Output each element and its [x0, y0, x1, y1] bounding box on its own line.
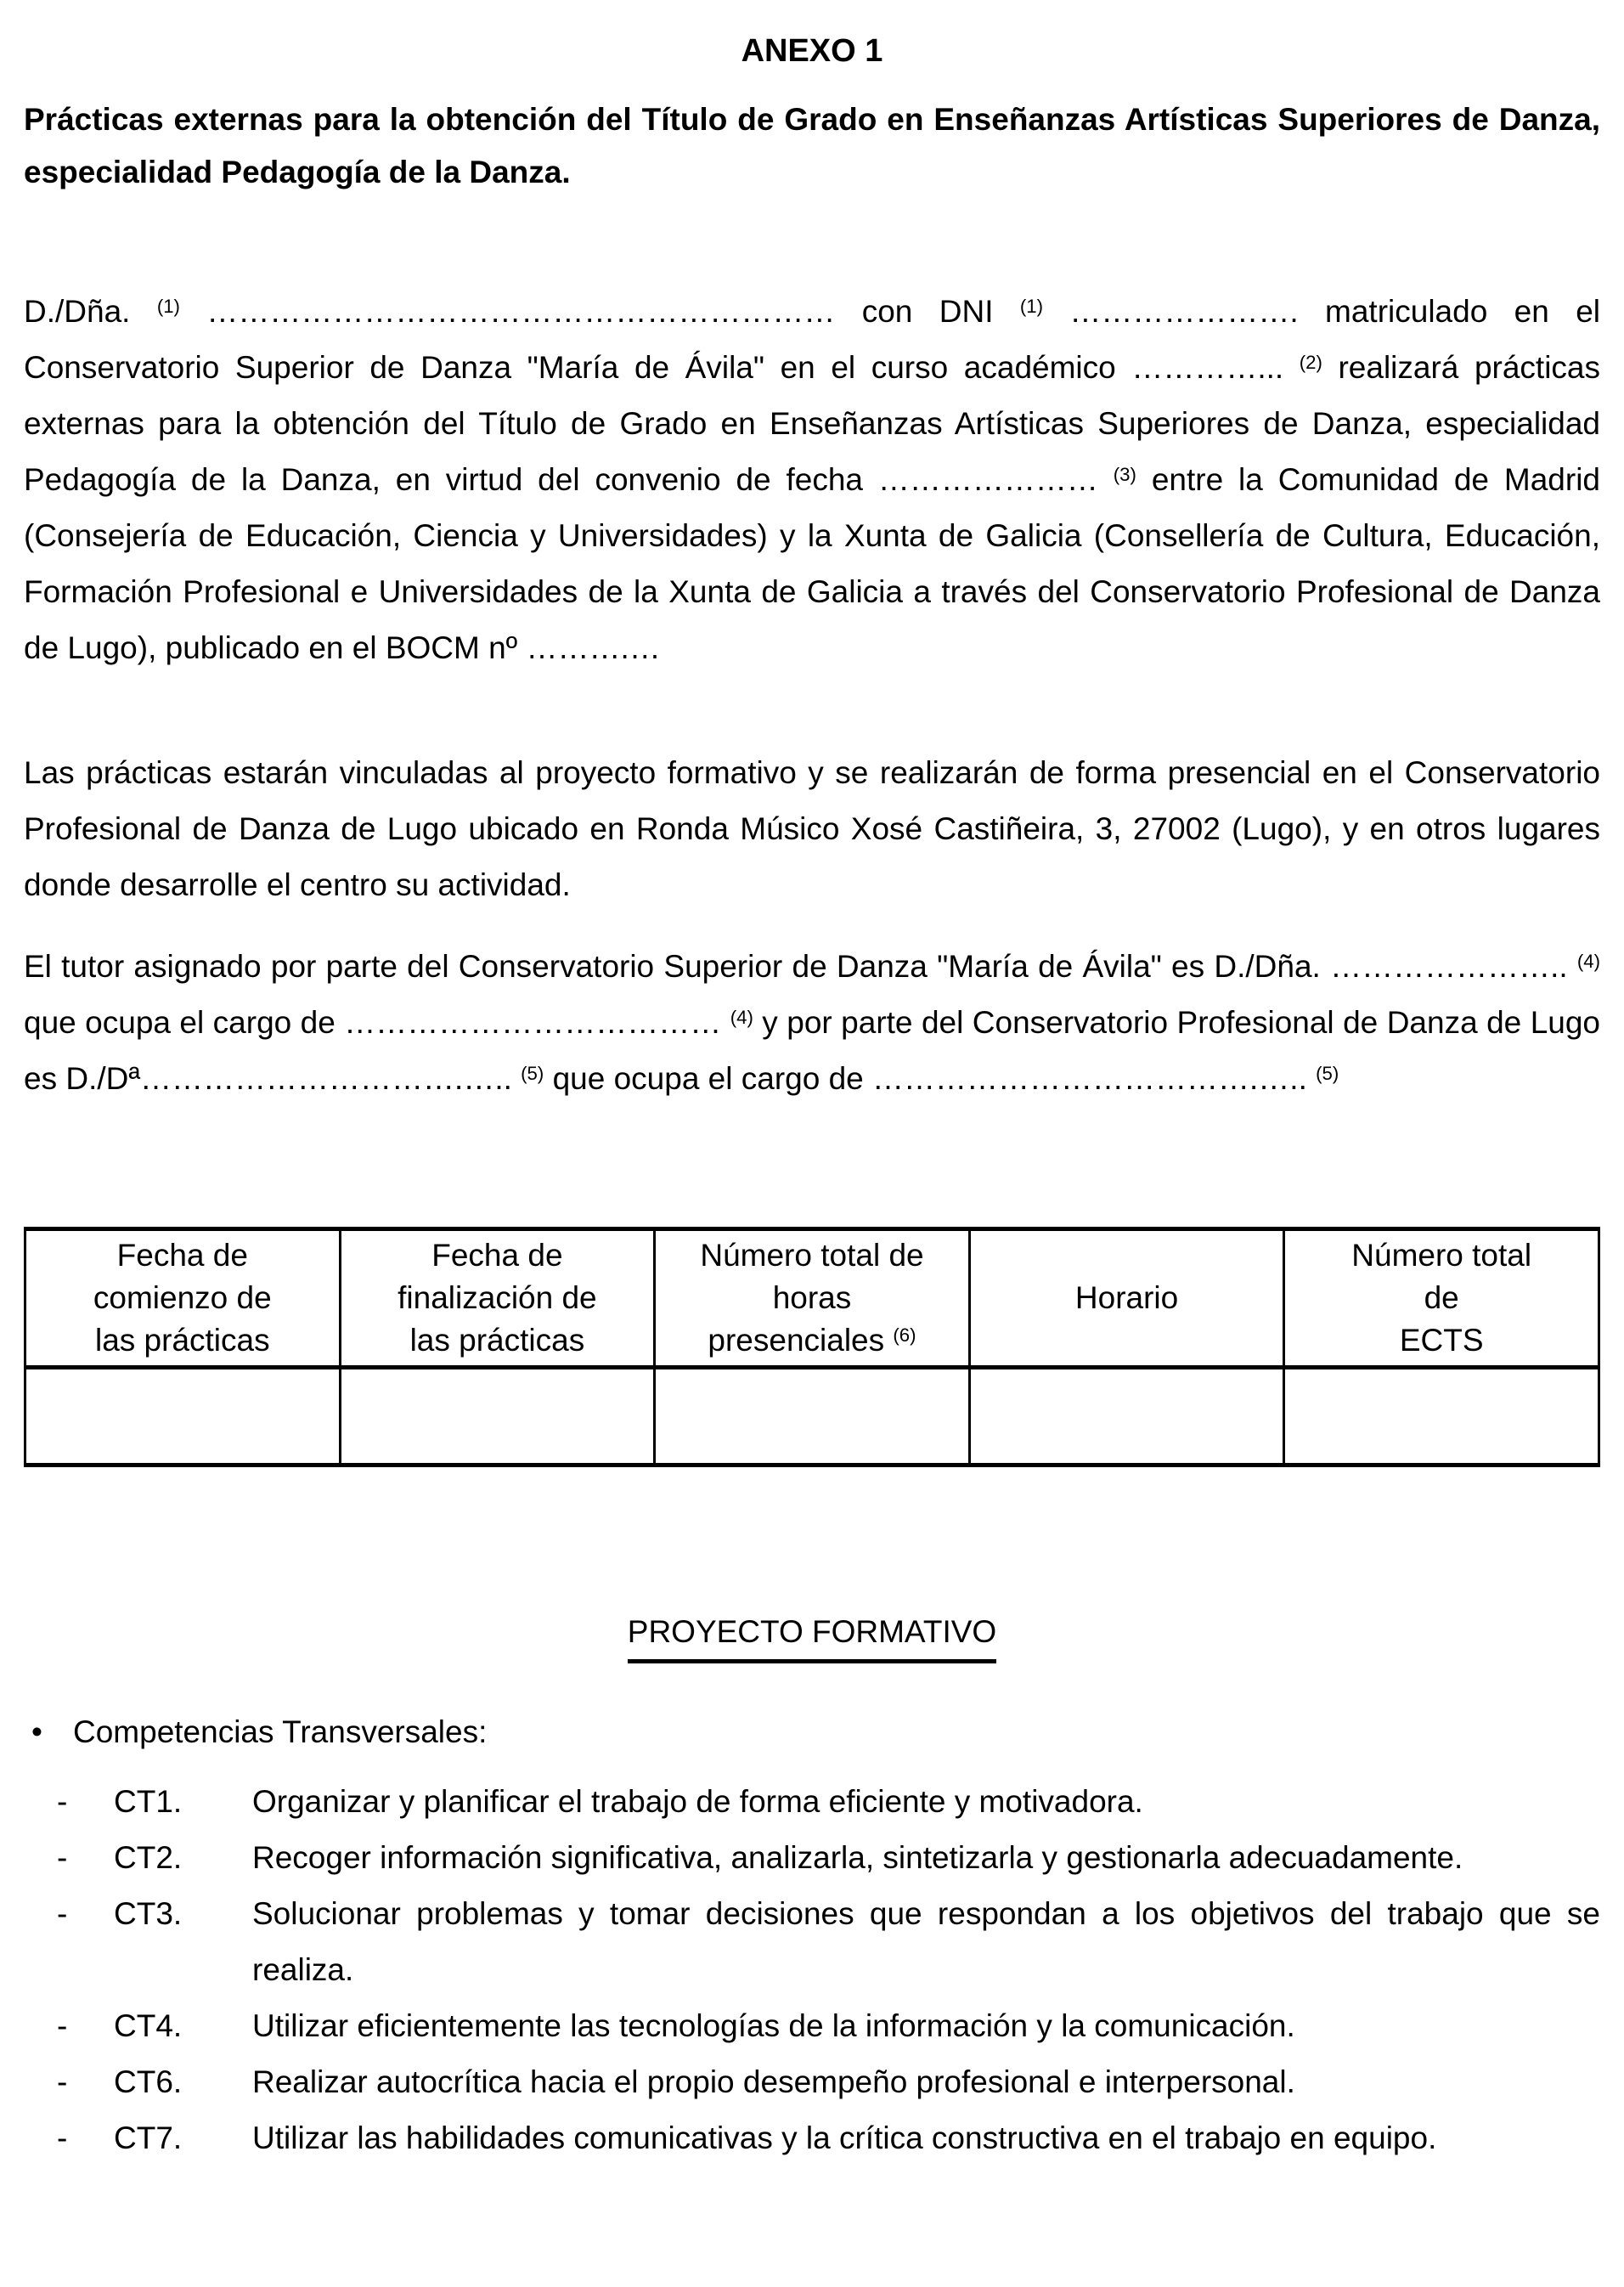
list-item-ct7 [24, 2110, 1600, 2166]
competencia-code: CT3. [114, 1896, 183, 1931]
section-title-wrap [24, 1612, 1600, 1663]
list-item-ct3 [24, 1886, 1600, 1998]
competencia-code: CT2. [114, 1840, 183, 1875]
paragraph-location: Las prácticas estarán vinculadas al proyecto formativo y se realizarán de forma presencial en el Conservatorio Profesional de Danza de Lugo ubicado en Ronda Músico Xosé Castiñeira, 3, 27002 (Lugo), y en otros lugares donde desarrolle el centro su actividad. [24, 755, 1600, 902]
document-heading: Prácticas externas para la obtención del Título de Grado en Enseñanzas Artísticas Superiores de Danza, especialidad Pedagogía de la Danza. [24, 102, 1600, 189]
competencia-text: Utilizar eficientemente las tecnologías de la información y la comunicación. [252, 2008, 1295, 2043]
competencia-text: Realizar autocrítica hacia el propio desempeño profesional e interpersonal. [252, 2064, 1295, 2099]
section-title: PROYECTO FORMATIVO [628, 1612, 996, 1663]
competencia-code: CT6. [114, 2064, 183, 2099]
list-item-ct1 [24, 1774, 1600, 1830]
table-header-row [25, 1229, 1599, 1368]
table-cell-fecha-finalizacion [340, 1368, 655, 1465]
col-header-horas-presenciales: Número total de horas presenciales $^{(6)}$ [655, 1229, 970, 1368]
competencias-heading-label: Competencias Transversales: [73, 1714, 488, 1749]
list-item-ct2 [24, 1830, 1600, 1886]
col-header-horario: Horario [969, 1229, 1284, 1368]
competencia-code: CT7. [114, 2120, 183, 2155]
table-row [25, 1368, 1599, 1465]
list-item-ct4 [24, 1998, 1600, 2054]
dash-marker: - [57, 1896, 68, 1931]
annex-title: ANEXO 1 [741, 33, 883, 69]
dash-marker: - [57, 1784, 68, 1819]
paragraph-tutors: El tutor asignado por parte del Conservatorio Superior de Danza "María de Ávila" es D./Dña. ………………….. $^{(4)}$ que ocupa el cargo de ……………………………… $^{(4)}$ y por parte del Conservatorio Profesional de Danza de Lugo es D./Dª………………………….….. $^{(5)}$ que ocupa el cargo de ……………………………….….. $^{(5)}$ [24, 949, 1601, 1096]
table-cell-horas-presenciales [655, 1368, 970, 1465]
competencia-code: CT4. [114, 2008, 183, 2043]
dash-marker: - [57, 2120, 68, 2155]
col-header-fecha-comienzo: Fecha de comienzo de las prácticas [25, 1229, 341, 1368]
competencia-code: CT1. [114, 1784, 183, 1819]
competencia-text: Utilizar las habilidades comunicativas y la crítica constructiva en el trabajo en equipo. [252, 2120, 1437, 2155]
dash-marker: - [57, 2008, 68, 2043]
competencias-heading-row [24, 1704, 1600, 1760]
competencia-text: Recoger información significativa, analizarla, sintetizarla y gestionarla adecuadamente. [252, 1840, 1463, 1875]
bullet-icon: • [31, 1714, 42, 1749]
competencias-list [24, 1774, 1600, 2166]
table-cell-horario [969, 1368, 1284, 1465]
table-cell-ects [1284, 1368, 1599, 1465]
competencia-text: Solucionar problemas y tomar decisiones que respondan a los objetivos del trabajo que se realiza. [252, 1896, 1600, 1987]
table-cell-fecha-comienzo [25, 1368, 341, 1465]
practice-schedule-table [24, 1227, 1600, 1467]
paragraph-enrollment: D./Dña. $^{(1)}$ …………………………………………………… con DNI $^{(1)}$ …………………. matriculado en el Conservatorio Superior de Danza "María de Ávila" en el curso académico …………... $^{(2)}$ realizará prácticas externas para la obtención del Título de Grado en Enseñanzas Artísticas Superiores de Danza, especialidad Pedagogía de la Danza, en virtud del convenio de fecha ………………… $^{(3)}$ entre la Comunidad de Madrid (Consejería de Educación, Ciencia y Universidades) y la Xunta de Galicia (Consellería de Cultura, Educación, Formación Profesional e Universidades de la Xunta de Galicia a través del Conservatorio Profesional de Danza de Lugo), publicado en el BOCM nº ……….… [24, 294, 1600, 665]
col-header-ects: Número total de ECTS [1284, 1229, 1599, 1368]
list-item-ct6 [24, 2054, 1600, 2110]
competencia-text: Organizar y planificar el trabajo de forma eficiente y motivadora. [252, 1784, 1143, 1819]
col-header-fecha-finalizacion: Fecha de finalización de las prácticas [340, 1229, 655, 1368]
dash-marker: - [57, 2064, 68, 2099]
dash-marker: - [57, 1840, 68, 1875]
